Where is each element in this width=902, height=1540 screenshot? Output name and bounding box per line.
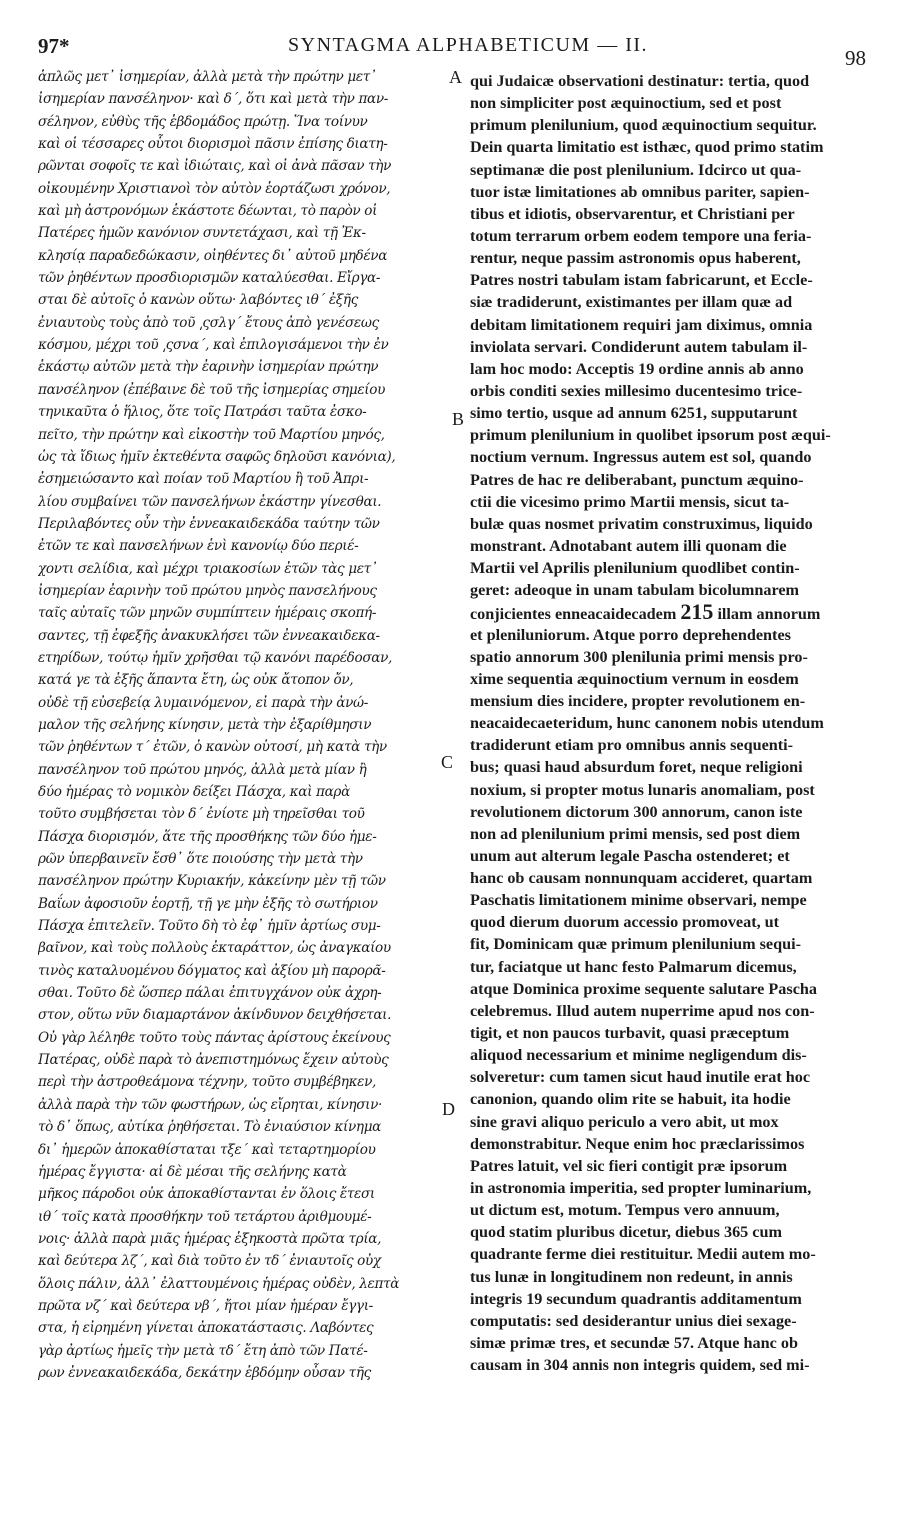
- greek-text-line: ὡς τὰ ἴδιως ἡμῖν ἐκτεθέντα σαφῶς δηλοῦσι κανόνια),: [38, 448, 396, 465]
- latin-text-line: Dein quarta limitatio est isthæc, quod primo statim: [470, 138, 824, 157]
- greek-text-line: πανσέληνον τοῦ πρώτου μηνός, ἀλλὰ μετὰ μίαν ἢ: [38, 761, 367, 778]
- latin-text-line: simo tertio, usque ad annum 6251, supputarunt: [470, 404, 798, 423]
- greek-text-line: στον, οὕτω νῦν διαμαρτάνον ἀκίνδυνον δειχθήσεται.: [38, 1007, 392, 1024]
- latin-text-line: tuor istæ limitationes ab omnibus pariter, sapien-: [470, 182, 810, 201]
- latin-text-line: tur, faciatque ut hanc festo Palmarum dicemus,: [470, 957, 797, 976]
- greek-text-line: μαλον τῆς σελήνης κίνησιν, μετὰ τὴν ἐξαρίθμησιν: [38, 716, 372, 733]
- greek-text-line: πεῖτο, τὴν πρώτην καὶ εἰκοστὴν τοῦ Μαρτίου μηνός,: [38, 426, 385, 443]
- latin-text-line: ctii die vicesimo primo Martii mensis, sicut ta-: [470, 492, 790, 511]
- greek-text-line: δι᾽ ἡμερῶν ἀποκαθίσταται τξε΄ καὶ τεταρτημορίου: [38, 1141, 376, 1158]
- latin-text-line: totum terrarum orbem eodem tempore una feria-: [470, 226, 812, 245]
- greek-text-line: Πάσχα ἐπιτελεῖν. Τοῦτο δὴ τὸ ἐφ᾽ ἡμῖν ἀρτίως συμ-: [38, 918, 381, 935]
- latin-text-line: Patres latuit, vel sic fieri contigit præ ipsorum: [470, 1156, 788, 1175]
- greek-text-line: Πατέρας, οὐδὲ παρὰ τὸ ἀνεπιστημόνως ἔχειν αὐτοὺς: [38, 1052, 389, 1069]
- latin-text-line: non ad plenilunium primi mensis, sed post diem: [470, 824, 801, 843]
- greek-text-line: ρῶνται σοφοῖς τε καὶ ἰδιώταις, καὶ οἱ ἀνὰ πᾶσαν τὴν: [38, 158, 391, 175]
- latin-text-line: neacaidecaeteridum, hunc canonem nobis utendum: [470, 714, 824, 733]
- latin-text-line: mensium dies incidere, propter revolutionem en-: [470, 691, 806, 710]
- running-title: SYNTAGMA ALPHABETICUM — II.: [288, 34, 649, 56]
- greek-text-line: καὶ μὴ ἀστρονόμων ἑκάστοτε δέωνται, τὸ παρὸν οἱ: [38, 203, 378, 220]
- greek-text-line: ἐνιαυτοὺς τοὺς ἀπὸ τοῦ ͵ςσλγ΄ ἔτους ἀπὸ γενέσεως: [38, 314, 379, 331]
- greek-text-line: περὶ τὴν ἀστροθεάμονα τέχνην, τοῦτο συμβέβηκεν,: [38, 1074, 376, 1091]
- greek-text-line: λίου συμβαίνει τῶν πανσελήνων ἑκάστην γίνεσθαι.: [38, 493, 382, 510]
- latin-text-line: Martii vel Aprilis plenilunium quodlibet contin-: [470, 559, 800, 578]
- latin-text-line: spatio annorum 300 plenilunia primi mensis pro-: [470, 647, 808, 666]
- latin-text-line: revolutionem dictorum 300 annorum, canon iste: [470, 802, 803, 821]
- greek-text-line: ἐτῶν τε καὶ πανσελήνων ἑνὶ κανονίῳ δύο περιέ-: [38, 538, 359, 555]
- latin-text-line: [470, 601, 865, 623]
- greek-text-line: τοῦτο συμβήσεται τὸν δ΄ ἐνίοτε μὴ τηρεῖσθαι τοῦ: [38, 806, 365, 823]
- latin-text-line: primum plenilunium, quod æquinoctium sequitur.: [470, 116, 817, 135]
- greek-text-line: ἰσημερίαν ἐαρινὴν τοῦ πρώτου μηνὸς πανσελήνους: [38, 582, 377, 599]
- greek-text-line: ρων ἐννεακαιδεκάδα, δεκάτην ἑβδόμην οὖσαν τῆς: [38, 1364, 371, 1381]
- greek-text-line: σαντες, τῇ ἐφεξῆς ἀνακυκλήσει τῶν ἐννεακαιδεκα-: [38, 627, 380, 644]
- greek-text-line: πρῶτα νζ΄ καὶ δεύτερα νβ΄, ἤτοι μίαν ἡμέραν ἔγγι-: [38, 1297, 373, 1314]
- greek-text-line: ιθ΄ τοῖς κατὰ προσθήκην τοῦ τετάρτου ἀριθμουμέ-: [38, 1208, 372, 1225]
- latin-text-line: inviolata servari. Condiderunt autem tabulam il-: [470, 337, 808, 356]
- latin-text-line: aliquod necessarium et minime negligendum dis-: [470, 1046, 807, 1065]
- greek-text-line: καὶ οἱ τέσσαρες οὗτοι διορισμοὶ πᾶσιν ἐπίσης διατη-: [38, 136, 388, 153]
- greek-text-line: κατά γε τὰ ἑξῆς ἅπαντα ἔτη, ὡς οὐκ ἄτοπον ὄν,: [38, 672, 354, 689]
- page-header: [38, 30, 866, 70]
- latin-text-line: demonstrabitur. Neque enim hoc præclarissimos: [470, 1134, 805, 1153]
- latin-text-line: debitam limitationem requiri jam diximus, omnia: [470, 315, 813, 334]
- margin-marker-b: B: [452, 409, 465, 429]
- latin-text-line: septimanæ die post plenilunium. Idcirco ut qua-: [470, 160, 802, 179]
- latin-text-line: tradiderunt etiam pro omnibus annis sequenti-: [470, 736, 794, 755]
- greek-column: [38, 66, 465, 1384]
- latin-text-line: noxium, si propter motus lunaris anomaliam, post: [470, 780, 815, 799]
- greek-text-line: ἰσημερίαν πανσέληνον· καὶ δ΄, ὅτι καὶ μετὰ τὴν παν-: [38, 91, 389, 108]
- latin-text-line: bulæ quas nosmet privatim construximus, liquido: [470, 514, 813, 533]
- greek-text-line: σται δὲ αὐτοῖς ὁ κανὼν οὕτω· λαβόντες ιθ΄ ἐξῆς: [38, 292, 358, 309]
- greek-text-line: στα, ἡ εἰρημένη γίνεται ἀποκατάστασις. Λαβόντες: [38, 1320, 374, 1337]
- greek-text-line: Περιλαβόντες οὖν τὴν ἐννεακαιδεκάδα ταύτην τῶν: [38, 515, 380, 532]
- latin-text-line: canonion, quando olim rite se habuit, ita hodie: [470, 1090, 791, 1109]
- greek-text-line: χοντι σελίδια, καὶ μέχρι τριακοσίων ἐτῶν τὰς μετ᾽: [38, 560, 378, 577]
- greek-text-line: τῶν ῥηθέντων προσδιορισμῶν καταλύεσθαι. Εἴργα-: [38, 270, 381, 287]
- greek-text-line: Βαΐων ἀφοσιοῦν ἑορτῇ, τῇ γε μὴν ἑξῆς τὸ σωτήριον: [38, 895, 378, 912]
- latin-text-line: Paschatis limitationem minime observari, nempe: [470, 891, 807, 910]
- latin-text-line: geret: adeoque in unam tabulam bicolumnarem: [470, 581, 800, 600]
- greek-text-line: Οὐ γὰρ λέληθε τοῦτο τοὺς πάντας ἀρίστους ἐκείνους: [38, 1029, 391, 1046]
- latin-text-line: Patres nostri tabulam istam fabricarunt, et Eccle-: [470, 271, 813, 290]
- latin-text-line: ut dictum est, motum. Tempus vero annuum,: [470, 1201, 780, 1220]
- latin-text-line: tibus et idiotis, observarentur, et Christiani per: [470, 204, 795, 223]
- page-number-right: 98: [845, 46, 866, 70]
- latin-text-line: noctium vernum. Ingressus autem est sol, quando: [470, 448, 812, 467]
- greek-text-line: τῶν ῥηθέντων τ΄ ἐτῶν, ὁ κανὼν οὑτοσί, μὴ κατὰ τὴν: [38, 739, 387, 756]
- greek-text-line: πανσέληνον πρώτην Κυριακήν, κἀκείνην μὲν τῇ τῶν: [38, 873, 386, 890]
- latin-text-line: simæ primæ tres, et secundæ 57. Atque hanc ob: [470, 1334, 798, 1353]
- greek-text-line: γὰρ ἀρτίως ἡμεῖς τὴν μετὰ τδ΄ ἔτη ἀπὸ τῶν Πατέ-: [38, 1342, 368, 1359]
- greek-text-line: ρῶν ὑπερβαινεῖν ἔσθ᾽ ὅτε ποιούσης τὴν μετὰ τὴν: [38, 851, 363, 868]
- greek-text-line: σθαι. Τοῦτο δὲ ὥσπερ πάλαι ἐπιτυγχάνον οὐκ ἀχρη-: [38, 985, 382, 1002]
- latin-text-line: hanc ob causam nonnunquam accideret, quartam: [470, 869, 813, 888]
- latin-text-line: non simpliciter post æquinoctium, sed et post: [470, 94, 782, 113]
- greek-text-line: καὶ δεύτερα λζ΄, καὶ διὰ τοῦτο ἐν τδ΄ ἐνιαυτοῖς οὐχ: [38, 1253, 381, 1270]
- latin-text-line: lam hoc modo: Acceptis 19 ordine annis ab anno: [470, 359, 804, 378]
- latin-text-line: primum plenilunium in quolibet ipsorum post æqui-: [470, 426, 831, 445]
- greek-text-line: μῆκος πάροδοι οὐκ ἀποκαθίστανται ἐν ὅλοις ἔτεσι: [38, 1186, 375, 1203]
- greek-text-line: πανσέληνον (ἐπέβαινε δὲ τοῦ τῆς ἰσημερίας σημείου: [38, 381, 386, 398]
- latin-text-line: unum aut alterum legale Pascha ostenderet; et: [470, 846, 790, 865]
- latin-text-line: Patres de hac re deliberabant, punctum æquino-: [470, 470, 804, 489]
- latin-text-line: quadrante ferme diei restituitur. Medii autem mo-: [470, 1245, 816, 1264]
- latin-column: [470, 70, 865, 1376]
- inline-page-number: 215: [680, 601, 714, 624]
- latin-text-line: xime sequentia æquinoctium vernum in eosdem: [470, 669, 799, 688]
- greek-text-line: ἁπλῶς μετ᾽ ἰσημερίαν, ἀλλὰ μετὰ τὴν πρώτην μετ᾽: [38, 69, 377, 85]
- greek-text-line: τὸ δ᾽ ὅπως, αὐτίκα ῥηθήσεται. Τὸ ἐνιαύσιον κίνημα: [38, 1119, 382, 1136]
- latin-text-line: quod dierum duorum accessio promoveat, ut: [470, 913, 780, 932]
- greek-text-line: κλησίᾳ παραδεδώκασιν, οἰηθέντες δι᾽ αὐτοῦ μηδένα: [38, 247, 388, 264]
- greek-text-line: τινὸς καταλυομένου δόγματος καὶ ἀξίου μὴ παρορᾶ-: [38, 962, 386, 979]
- latin-text-line: celebremus. Illud autem nuperrime apud nos con-: [470, 1001, 815, 1020]
- latin-text-line: solveretur: cum tamen sicut haud inutile erat hoc: [470, 1068, 811, 1087]
- margin-marker-c: C: [441, 752, 454, 772]
- greek-text-line: Πάσχα διορισμόν, ἅτε τῆς προσθήκης τῶν δύο ἡμε-: [38, 828, 377, 845]
- latin-text-line: quod statim pluribus dicetur, diebus 365 cum: [470, 1223, 782, 1242]
- latin-text-line: tigit, et non paucos turbavit, quasi præceptum: [470, 1024, 790, 1043]
- margin-marker-d: D: [442, 1099, 455, 1119]
- greek-text-line: Πατέρες ἡμῶν κανόνιον συντετάχασι, καὶ τῇ Ἐκ-: [38, 225, 366, 242]
- latin-text-line: computatis: sed desiderantur unius diei sexage-: [470, 1311, 797, 1330]
- greek-text-line: τηνικαῦτα ὁ ἥλιος, ὅτε τοῖς Πατράσι ταῦτα ἐσκο-: [38, 404, 367, 421]
- latin-text-line: orbis conditi sexies millesimo ducentesimo trice-: [470, 381, 803, 400]
- greek-text-line: ἑκάστῳ αὐτῶν μετὰ τὴν ἐαρινὴν ἰσημερίαν πρώτην: [38, 359, 379, 376]
- latin-text-line: bus; quasi haud absurdum foret, neque religioni: [470, 758, 803, 777]
- greek-text-line: ετηρίδων, τούτῳ ἡμῖν χρῆσθαι τῷ κανόνι παρέδοσαν,: [38, 649, 392, 666]
- latin-text-line: atque Dominica proxime sequente salutare Pascha: [470, 979, 817, 998]
- greek-text-line: δύο ἡμέρας τὸ νομικὸν δείξει Πάσχα, καὶ παρὰ: [38, 784, 350, 800]
- greek-text-line: σέληνον, εὐθὺς τῆς ἑβδομάδος πρώτῃ. Ἵνα τοίνυν: [38, 113, 368, 130]
- latin-line-text: conjicientes enneacaidecadem: [470, 605, 677, 624]
- latin-text-line: et pleniluniorum. Atque porro deprehendentes: [470, 625, 791, 644]
- greek-text-line: οἰκουμένην Χριστιανοὶ τὸν αὐτὸν ἑορτάζωσι χρόνον,: [38, 180, 391, 197]
- greek-text-line: ταῖς αὐταῖς τῶν μηνῶν συμπίπτειν ἡμέραις σκοπή-: [38, 605, 377, 622]
- greek-text-line: ἐσημειώσαντο καὶ ποίαν τοῦ Μαρτίου ἢ τοῦ Ἀπρι-: [38, 471, 369, 488]
- latin-text-line: integris 19 secundum quadrantis additamentum: [470, 1289, 802, 1308]
- latin-text-line: tus lunæ in longitudinem non redeunt, in annis: [470, 1267, 793, 1286]
- margin-marker-a: A: [449, 67, 462, 87]
- greek-text-line: νοις· ἀλλὰ παρὰ μιᾶς ἡμέρας ἑξηκοστὰ πρῶτα τρία,: [38, 1230, 382, 1247]
- greek-text-line: ἀλλὰ παρὰ τὴν τῶν φωστήρων, ὡς εἴρηται, κίνησιν·: [38, 1096, 382, 1113]
- latin-text-line: qui Judaicæ observationi destinatur: tertia, quod: [470, 72, 810, 90]
- latin-text-line: monstrant. Adnotabant autem illi quonam die: [470, 536, 787, 555]
- latin-text-line: fit, Dominicam quæ primum plenilunium sequi-: [470, 935, 801, 954]
- latin-text-line: siæ tradiderunt, existimantes per illam quæ ad: [470, 293, 793, 312]
- greek-text-line: κόσμου, μέχρι τοῦ ͵ςσνα΄, καὶ ἐπιλογισάμενοι τὴν ἐν: [38, 337, 389, 354]
- latin-text-line: rentur, neque passim astronomis opus haberent,: [470, 249, 801, 268]
- latin-text-line: causam in 304 annis non integris quidem, sed mi-: [470, 1356, 810, 1375]
- greek-text-line: ἡμέρας ἔγγιστα· αἱ δὲ μέσαι τῆς σελήνης κατὰ: [38, 1163, 347, 1180]
- latin-line-tail: illam annorum: [717, 605, 821, 624]
- latin-text-line: sine gravi aliquo periculo a vero abit, ut mox: [470, 1112, 779, 1131]
- page-number-left: 97*: [38, 34, 70, 58]
- greek-text-line: οὐδὲ τῇ εὐσεβείᾳ λυμαινόμενον, εἰ παρὰ τὴν ἀνώ-: [38, 694, 368, 711]
- greek-text-line: βαῖνον, καὶ τοὺς πολλοὺς ἐκταράττον, ὡς ἀναγκαίου: [38, 940, 391, 957]
- greek-text-line: ὅλοις πάλιν, ἀλλ᾽ ἐλαττουμένοις ἡμέρας οὐδὲν, λεπτὰ: [38, 1275, 400, 1292]
- latin-text-line: in astronomia imperitia, sed propter luminarium,: [470, 1179, 812, 1198]
